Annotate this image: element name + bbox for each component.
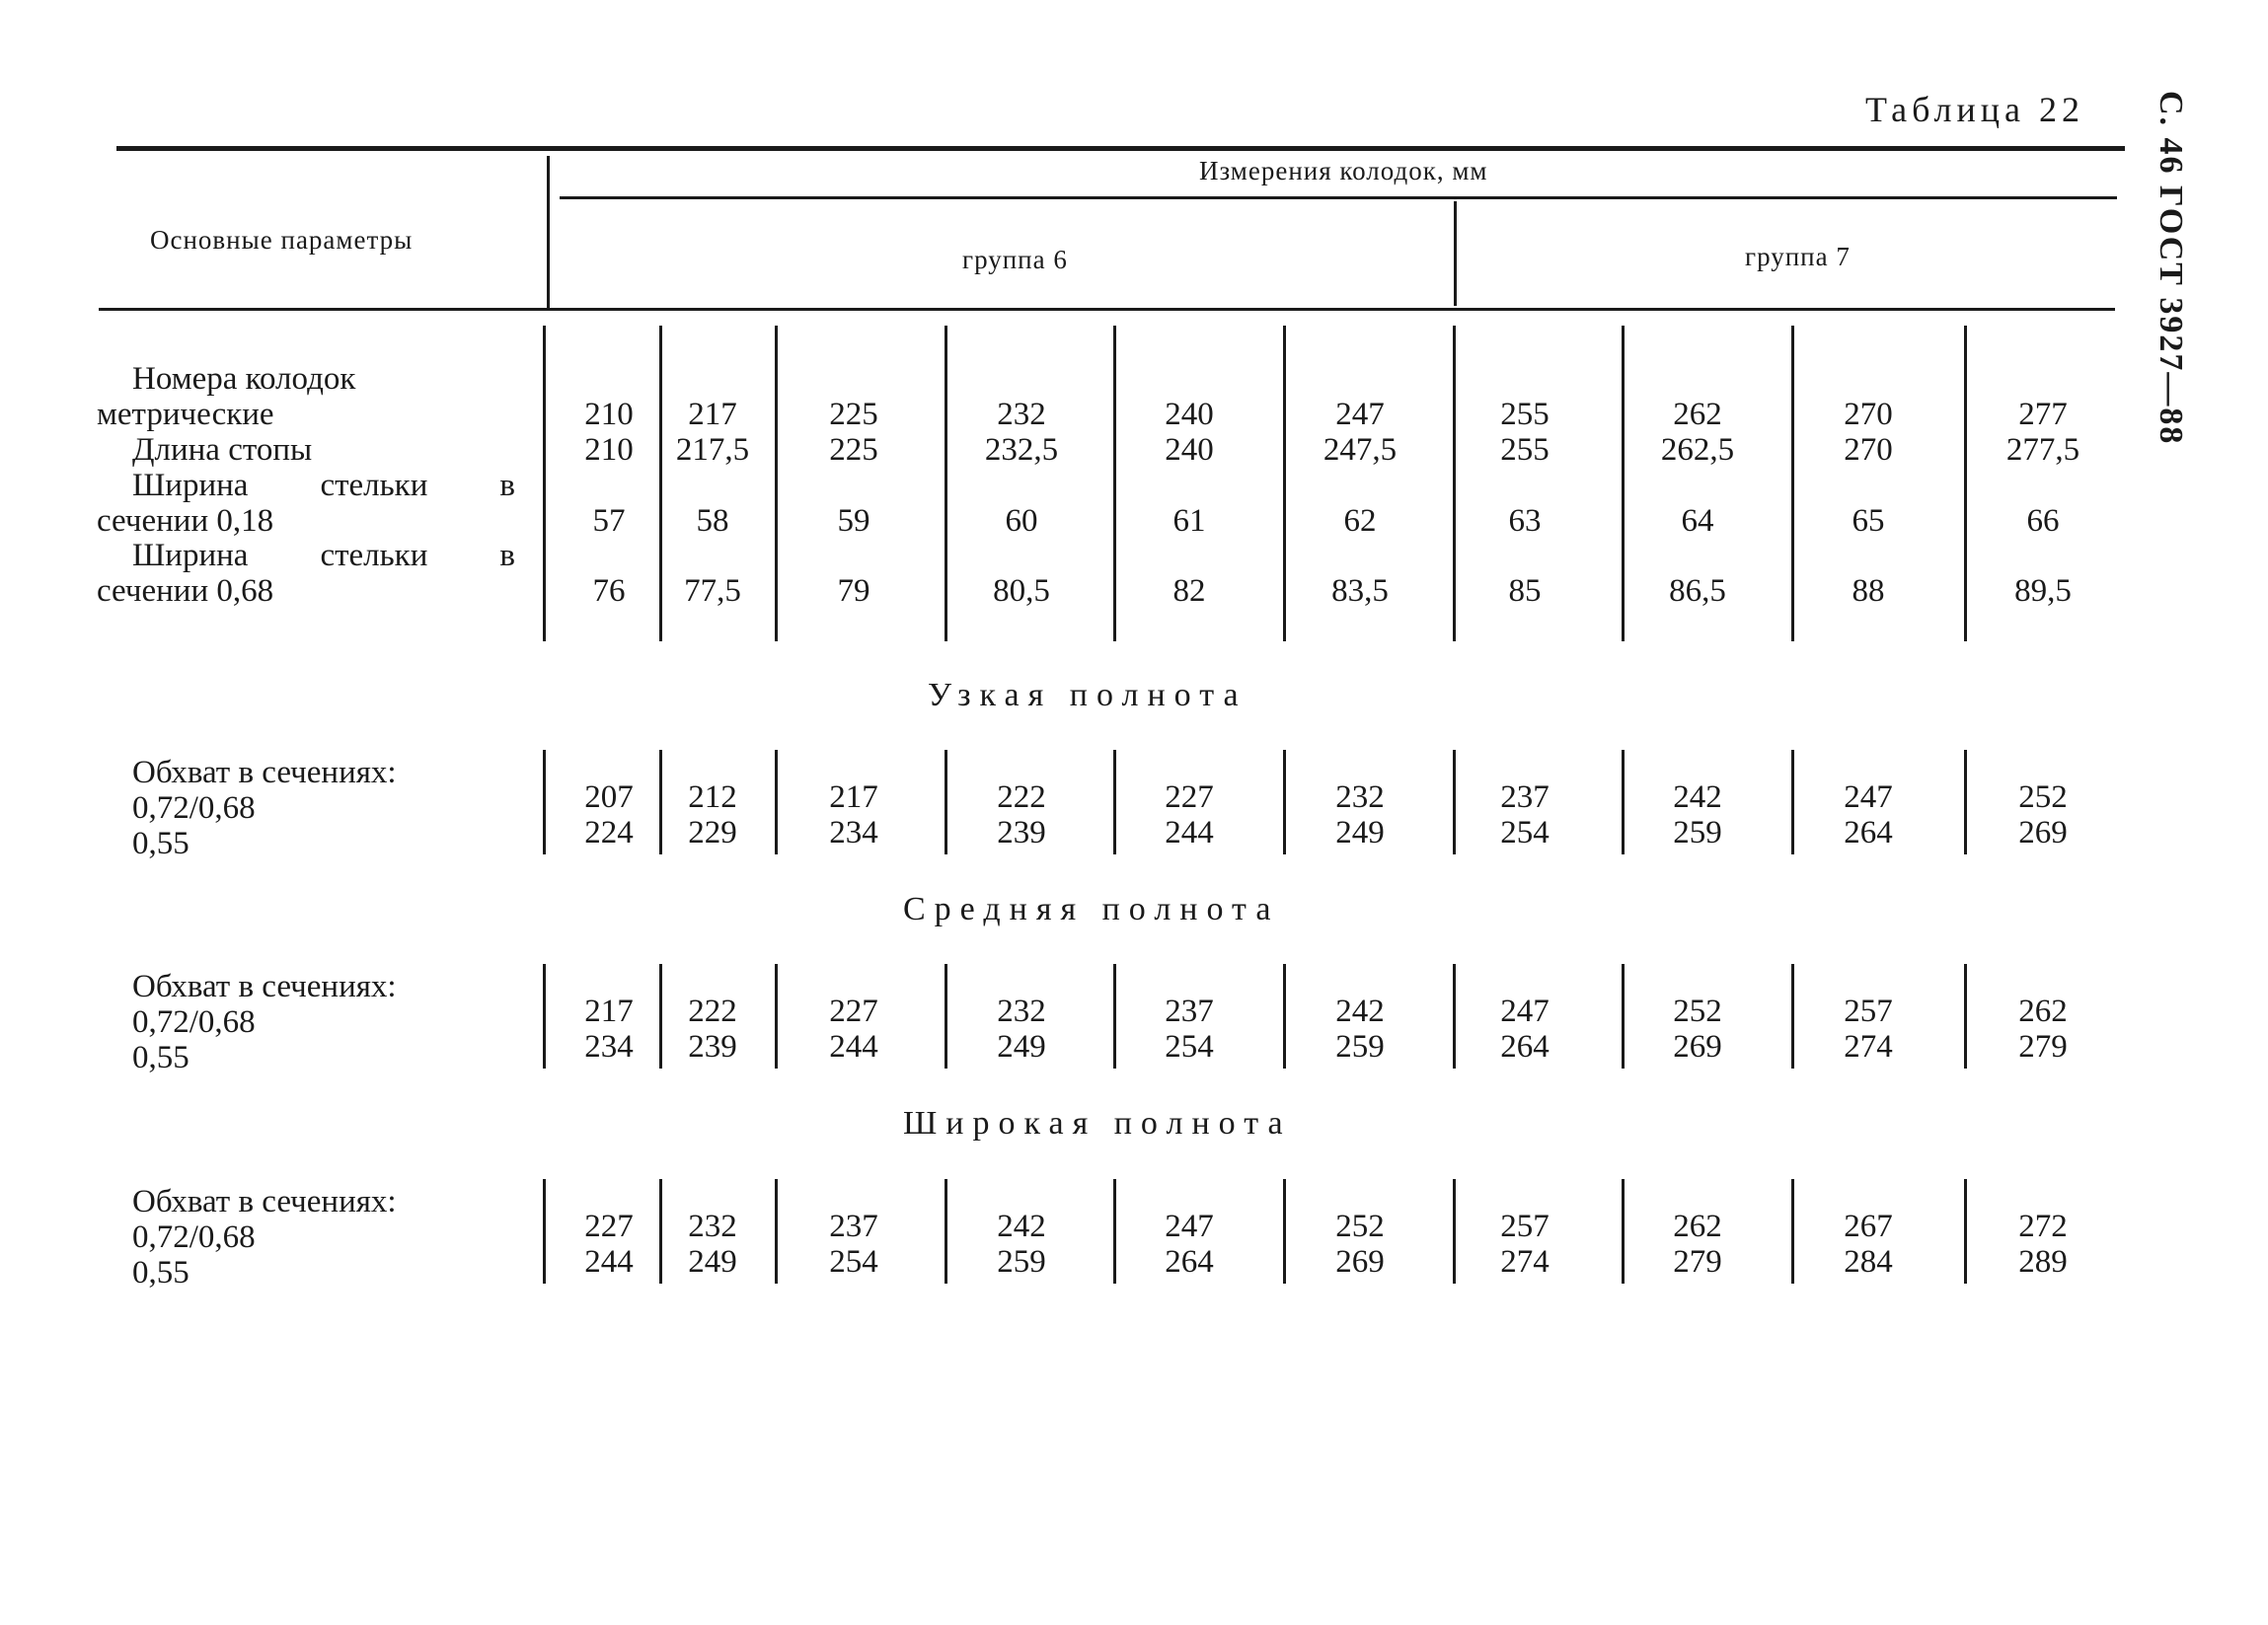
medium-col-divider-0 (543, 964, 546, 1069)
header-params-label: Основные параметры (150, 225, 414, 255)
narrow-col-divider-3 (945, 750, 947, 854)
medium-girth-055-cell: 239 (688, 1029, 737, 1065)
narrow-label-1: Обхват в сечениях: (132, 755, 397, 790)
main-col-divider-8 (1791, 326, 1794, 641)
last-number-cell: 225 (829, 397, 878, 432)
medium-girth-072-cell: 217 (584, 994, 634, 1029)
narrow-col-divider-5 (1283, 750, 1286, 854)
medium-girth-055-cell: 279 (2018, 1029, 2068, 1065)
medium-girth-055-cell: 234 (584, 1029, 634, 1065)
narrow-girth-055-cell: 229 (688, 815, 737, 850)
width-018-cell: 65 (1852, 503, 1885, 539)
label-width-068-1: Ширина стельки в (132, 538, 515, 573)
main-col-divider-5 (1283, 326, 1286, 641)
width-018-cell: 58 (696, 503, 729, 539)
table-caption: Таблица 22 (1865, 90, 2084, 129)
medium-girth-072-cell: 242 (1335, 994, 1385, 1029)
label-width-068-2: сечении 0,68 (97, 573, 274, 609)
main-col-divider-0 (543, 326, 546, 641)
medium-label-3: 0,55 (132, 1040, 189, 1075)
wide-girth-055-cell: 264 (1165, 1244, 1214, 1280)
width-018-cell: 62 (1343, 503, 1377, 539)
wide-girth-072-cell: 227 (584, 1209, 634, 1244)
header-measurements-rule (560, 196, 2117, 199)
main-col-divider-6 (1453, 326, 1456, 641)
label-foot-length: Длина стопы (132, 432, 313, 468)
width-018-cell: 63 (1508, 503, 1542, 539)
wide-girth-055-cell: 259 (997, 1244, 1046, 1280)
last-number-cell: 210 (584, 397, 634, 432)
last-number-cell: 262 (1673, 397, 1722, 432)
medium-col-divider-3 (945, 964, 947, 1069)
main-col-divider-9 (1964, 326, 1967, 641)
medium-col-divider-2 (775, 964, 778, 1069)
wide-col-divider-2 (775, 1179, 778, 1284)
medium-girth-055-cell: 269 (1673, 1029, 1722, 1065)
narrow-col-divider-2 (775, 750, 778, 854)
last-number-cell: 232 (997, 397, 1046, 432)
wide-col-divider-5 (1283, 1179, 1286, 1284)
medium-girth-072-cell: 227 (829, 994, 878, 1029)
narrow-col-divider-7 (1622, 750, 1625, 854)
wide-col-divider-9 (1964, 1179, 1967, 1284)
medium-col-divider-7 (1622, 964, 1625, 1069)
wide-girth-072-cell: 232 (688, 1209, 737, 1244)
medium-girth-055-cell: 259 (1335, 1029, 1385, 1065)
width-068-cell: 79 (837, 573, 870, 609)
width-068-cell: 76 (592, 573, 626, 609)
wide-girth-072-cell: 237 (829, 1209, 878, 1244)
header-measurements-label: Измерения колодок, мм (1199, 156, 1488, 185)
narrow-girth-072-cell: 237 (1500, 779, 1550, 815)
medium-col-divider-5 (1283, 964, 1286, 1069)
last-number-cell: 247 (1335, 397, 1385, 432)
narrow-girth-072-cell: 212 (688, 779, 737, 815)
section-title-narrow: Узкая полнота (928, 677, 1247, 713)
narrow-girth-072-cell: 227 (1165, 779, 1214, 815)
foot-length-cell: 262,5 (1660, 432, 1735, 468)
section-title-wide: Широкая полнота (903, 1105, 1292, 1142)
foot-length-cell: 232,5 (984, 432, 1059, 468)
last-number-cell: 217 (688, 397, 737, 432)
width-018-cell: 66 (2026, 503, 2060, 539)
width-068-cell: 80,5 (993, 573, 1050, 609)
main-col-divider-2 (775, 326, 778, 641)
section-title-medium: Средняя полнота (903, 891, 1280, 927)
wide-label-3: 0,55 (132, 1255, 189, 1291)
wide-girth-055-cell: 249 (688, 1244, 737, 1280)
foot-length-cell: 277,5 (2005, 432, 2080, 468)
narrow-girth-072-cell: 222 (997, 779, 1046, 815)
narrow-col-divider-8 (1791, 750, 1794, 854)
last-number-cell: 277 (2018, 397, 2068, 432)
narrow-col-divider-6 (1453, 750, 1456, 854)
width-068-cell: 82 (1172, 573, 1206, 609)
medium-girth-072-cell: 247 (1500, 994, 1550, 1029)
narrow-col-divider-4 (1113, 750, 1116, 854)
wide-label-1: Обхват в сечениях: (132, 1184, 397, 1219)
width-018-cell: 64 (1681, 503, 1714, 539)
header-group-divider (1454, 201, 1457, 306)
narrow-label-2: 0,72/0,68 (132, 790, 256, 826)
wide-col-divider-3 (945, 1179, 947, 1284)
label-last-numbers-2: метрические (97, 397, 274, 432)
wide-girth-072-cell: 272 (2018, 1209, 2068, 1244)
last-number-cell: 240 (1165, 397, 1214, 432)
width-018-cell: 57 (592, 503, 626, 539)
last-number-cell: 255 (1500, 397, 1550, 432)
wide-girth-055-cell: 254 (829, 1244, 878, 1280)
wide-girth-072-cell: 262 (1673, 1209, 1722, 1244)
foot-length-cell: 270 (1844, 432, 1893, 468)
wide-girth-055-cell: 274 (1500, 1244, 1550, 1280)
foot-length-cell: 210 (584, 432, 634, 468)
medium-girth-072-cell: 232 (997, 994, 1046, 1029)
wide-col-divider-0 (543, 1179, 546, 1284)
wide-girth-072-cell: 247 (1165, 1209, 1214, 1244)
wide-girth-055-cell: 244 (584, 1244, 634, 1280)
medium-girth-072-cell: 237 (1165, 994, 1214, 1029)
medium-girth-072-cell: 252 (1673, 994, 1722, 1029)
wide-col-divider-4 (1113, 1179, 1116, 1284)
foot-length-cell: 247,5 (1323, 432, 1398, 468)
label-width-018-1: Ширина стельки в (132, 468, 515, 503)
medium-col-divider-9 (1964, 964, 1967, 1069)
width-068-cell: 77,5 (684, 573, 741, 609)
main-col-divider-3 (945, 326, 947, 641)
medium-girth-072-cell: 222 (688, 994, 737, 1029)
foot-length-cell: 240 (1165, 432, 1214, 468)
narrow-col-divider-9 (1964, 750, 1967, 854)
narrow-girth-055-cell: 264 (1844, 815, 1893, 850)
narrow-girth-072-cell: 232 (1335, 779, 1385, 815)
header-bottom-rule (99, 308, 2115, 311)
narrow-girth-072-cell: 217 (829, 779, 878, 815)
narrow-girth-055-cell: 254 (1500, 815, 1550, 850)
medium-girth-055-cell: 249 (997, 1029, 1046, 1065)
main-col-divider-7 (1622, 326, 1625, 641)
narrow-girth-055-cell: 234 (829, 815, 878, 850)
label-width-018-2: сечении 0,18 (97, 503, 274, 539)
last-number-cell: 270 (1844, 397, 1893, 432)
width-018-cell: 61 (1172, 503, 1206, 539)
medium-label-1: Обхват в сечениях: (132, 969, 397, 1004)
width-018-cell: 59 (837, 503, 870, 539)
narrow-girth-072-cell: 247 (1844, 779, 1893, 815)
medium-col-divider-4 (1113, 964, 1116, 1069)
narrow-girth-072-cell: 242 (1673, 779, 1722, 815)
medium-girth-055-cell: 254 (1165, 1029, 1214, 1065)
foot-length-cell: 255 (1500, 432, 1550, 468)
width-018-cell: 60 (1005, 503, 1038, 539)
label-last-numbers-1: Номера колодок (132, 361, 356, 397)
width-068-cell: 89,5 (2014, 573, 2072, 609)
medium-col-divider-8 (1791, 964, 1794, 1069)
header-group7-label: группа 7 (1745, 242, 1851, 271)
foot-length-cell: 225 (829, 432, 878, 468)
narrow-girth-072-cell: 252 (2018, 779, 2068, 815)
wide-girth-072-cell: 252 (1335, 1209, 1385, 1244)
foot-length-cell: 217,5 (675, 432, 750, 468)
wide-girth-055-cell: 269 (1335, 1244, 1385, 1280)
narrow-girth-055-cell: 249 (1335, 815, 1385, 850)
wide-col-divider-7 (1622, 1179, 1625, 1284)
width-068-cell: 86,5 (1669, 573, 1726, 609)
wide-girth-055-cell: 284 (1844, 1244, 1893, 1280)
narrow-col-divider-0 (543, 750, 546, 854)
page-side-header: С. 46 ГОСТ 3927—88 (2153, 91, 2189, 446)
width-068-cell: 83,5 (1331, 573, 1389, 609)
narrow-girth-055-cell: 239 (997, 815, 1046, 850)
medium-col-divider-6 (1453, 964, 1456, 1069)
narrow-girth-072-cell: 207 (584, 779, 634, 815)
wide-girth-072-cell: 267 (1844, 1209, 1893, 1244)
wide-girth-055-cell: 289 (2018, 1244, 2068, 1280)
header-group6-label: группа 6 (962, 245, 1068, 274)
width-068-cell: 88 (1852, 573, 1885, 609)
medium-label-2: 0,72/0,68 (132, 1004, 256, 1040)
header-top-rule (116, 146, 2125, 151)
width-068-cell: 85 (1508, 573, 1542, 609)
medium-girth-072-cell: 262 (2018, 994, 2068, 1029)
narrow-label-3: 0,55 (132, 826, 189, 861)
narrow-girth-055-cell: 269 (2018, 815, 2068, 850)
wide-col-divider-8 (1791, 1179, 1794, 1284)
medium-girth-072-cell: 257 (1844, 994, 1893, 1029)
wide-label-2: 0,72/0,68 (132, 1219, 256, 1255)
wide-girth-055-cell: 279 (1673, 1244, 1722, 1280)
medium-girth-055-cell: 264 (1500, 1029, 1550, 1065)
narrow-girth-055-cell: 244 (1165, 815, 1214, 850)
wide-col-divider-6 (1453, 1179, 1456, 1284)
wide-girth-072-cell: 257 (1500, 1209, 1550, 1244)
wide-girth-072-cell: 242 (997, 1209, 1046, 1244)
narrow-girth-055-cell: 259 (1673, 815, 1722, 850)
medium-girth-055-cell: 274 (1844, 1029, 1893, 1065)
header-params-divider (547, 156, 550, 310)
narrow-girth-055-cell: 224 (584, 815, 634, 850)
main-col-divider-4 (1113, 326, 1116, 641)
medium-girth-055-cell: 244 (829, 1029, 878, 1065)
